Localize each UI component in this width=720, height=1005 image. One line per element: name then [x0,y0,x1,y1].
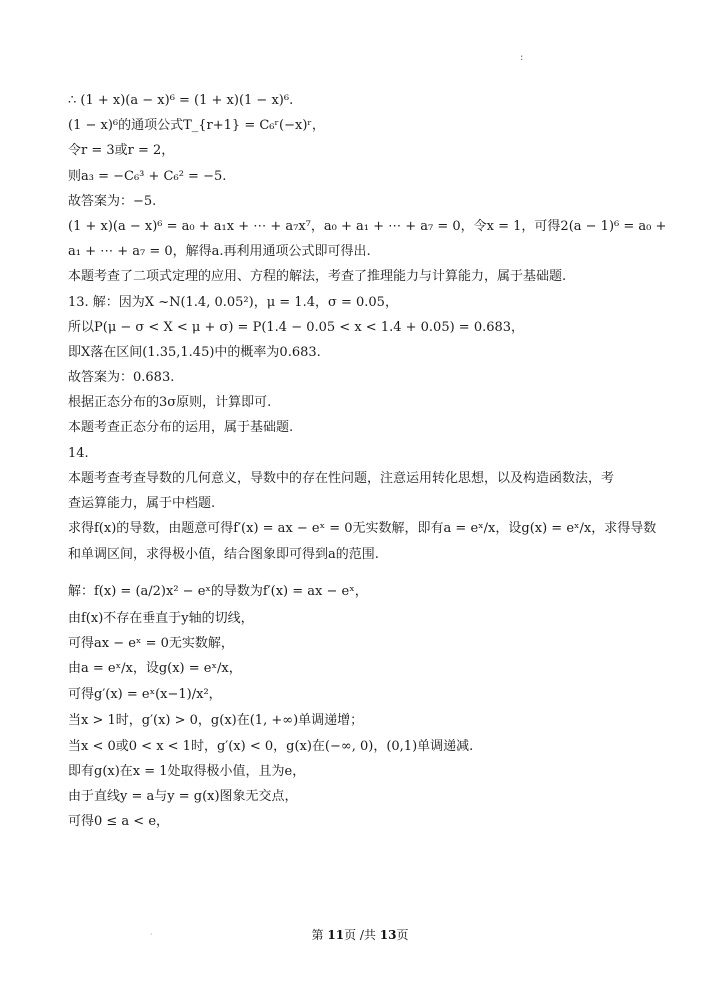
text-line: 本题考查考查导数的几何意义，导数中的存在性问题，注意运用转化思想，以及构造函数法，考 [68,470,615,486]
text-line: 可得0 ≤ a < e， [68,814,170,830]
text-line: a₁ + ⋯ + a₇ = 0，解得a.再利用通项公式即可得出. [68,244,371,260]
text-line: 可得g′(x) = eˣ(x−1)/x²， [68,687,222,703]
text-line: 查运算能力，属于中档题. [68,496,216,511]
text-line: 由a = eˣ/x，设g(x) = eˣ/x， [68,660,242,676]
text-line: 本题考查了二项式定理的应用、方程的解法，考查了推理能力与计算能力，属于基础题. [68,269,567,285]
footer-prefix: 第 [311,928,328,942]
text-line: 和单调区间，求得极小值，结合图象即可得到a的范围. [68,547,379,563]
current-page-number: 11 [327,928,345,942]
text-line: 根据正态分布的3σ原则，计算即可. [68,395,272,411]
page-footer [0,926,720,943]
solution-text [68,92,668,838]
text-line: 当x > 1时，g′(x) > 0，g(x)在(1, +∞)单调递增； [68,713,364,729]
text-line: (1 − x)⁶的通项公式T_{r+1} = C₆ʳ(−x)ʳ， [68,118,325,134]
text-line: 所以P(μ − σ < X < μ + σ) = P(1.4 − 0.05 < x < 1.4 + 0.05) = 0.683， [68,319,525,335]
text-line: 即有g(x)在x = 1处取得极小值，且为e， [68,763,306,779]
total-page-number: 13 [379,928,397,942]
text-line: 故答案为：0.683. [68,370,175,386]
question-14-heading: 14. [68,445,89,461]
text-line: 本题考查正态分布的运用，属于基础题. [68,420,294,436]
scan-dot: · [150,930,153,939]
solution-start: 解：f(x) = (a/2)x² − eˣ的导数为f′(x) = ax − eˣ， [68,584,368,600]
question-13-heading: 13. 解：因为X ~N(1.4, 0.05²)，μ = 1.4，σ = 0.05， [68,294,398,310]
corner-mark: : [520,52,524,63]
text-line: 可得ax − eˣ = 0无实数解， [68,635,234,651]
text-line: 即X落在区间(1.35,1.45)中的概率为0.683. [68,344,321,360]
text-line: (1 + x)(a − x)⁶ = a₀ + a₁x + ⋯ + a₇x⁷，a₀ + a₁ + ⋯ + a₇ = 0，令x = 1，可得2(a − 1)⁶ = a₀ + [68,218,667,234]
text-line: 故答案为：−5. [68,193,157,209]
text-line: 令r = 3或r = 2， [68,143,175,159]
text-line: 当x < 0或0 < x < 1时，g′(x) < 0，g(x)在(−∞, 0)，(0,1)单调递减. [68,738,474,754]
text-line: 则a₃ = −C₆³ + C₆² = −5. [68,168,227,184]
footer-suffix: 页 [396,928,409,942]
text-line: ∴ (1 + x)(a − x)⁶ = (1 + x)(1 − x)⁶. [68,93,294,108]
text-line: 由于直线y = a与y = g(x)图象无交点， [68,788,298,804]
footer-middle: 页 /共 [344,928,380,942]
text-line: 由f(x)不存在垂直于y轴的切线， [68,610,254,626]
text-line: 求得f(x)的导数，由题意可得f′(x) = ax − eˣ = 0无实数解，即有a = eˣ/x，设g(x) = eˣ/x，求得导数 [68,521,657,537]
